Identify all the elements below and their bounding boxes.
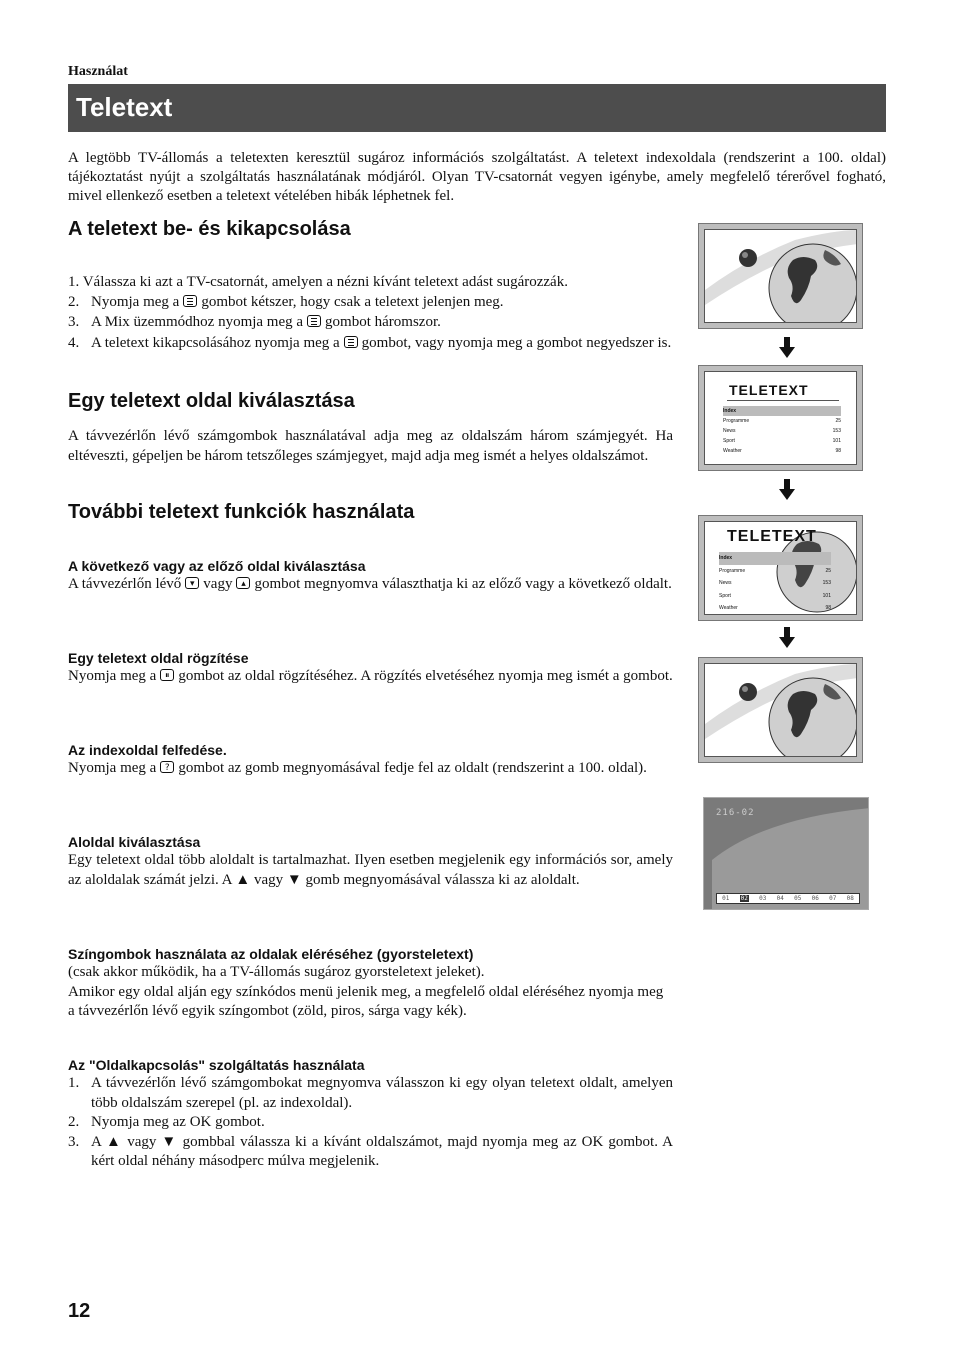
row-name: Weather — [723, 448, 742, 454]
step-number: 3. — [68, 1133, 80, 1150]
index-row — [719, 565, 831, 578]
pagecatch-step-2 — [68, 1113, 673, 1133]
arrow-down-icon — [779, 337, 795, 359]
teletext-index-list — [719, 552, 831, 615]
subpage-tab: 04 — [776, 895, 784, 902]
tv-screen-teletext — [698, 365, 863, 471]
step-text: A ▲ vagy ▼ gombbal válassza ki a kívánt oldalszámot, majd nyomja meg az OK gombot. A kért oldal néhány másodperc múlva megjelenik. — [91, 1133, 673, 1169]
page-up-icon: ▴ — [236, 577, 250, 589]
row-name: News — [723, 428, 736, 434]
row-name: News — [719, 580, 732, 586]
title-bar — [68, 84, 886, 132]
pagecatch-title: Az "Oldalkapcsolás" szolgáltatás használata — [68, 1057, 365, 1073]
subpage-tab: 03 — [759, 895, 767, 902]
index-label: Index — [719, 552, 831, 565]
text-part: Nyomja meg a — [68, 760, 157, 776]
index-row — [719, 602, 831, 615]
step-text: A Mix üzemmódhoz nyomja meg a — [91, 314, 304, 330]
teletext-index-list — [723, 406, 841, 456]
subpage-page-number: 216-02 — [716, 808, 755, 818]
row-name: Sport — [719, 592, 731, 599]
subpage-tab: 01 — [722, 895, 730, 902]
heading-teletext-on-off: A teletext be- és kikapcsolása — [68, 218, 351, 240]
fastext-title: Színgombok használata az oldalak eléréséhez (gyorsteletext) — [68, 946, 474, 962]
step-text: A teletext kikapcsolásához nyomja meg a — [91, 334, 340, 351]
page-down-icon: ▾ — [185, 577, 199, 589]
screen — [704, 521, 857, 615]
subpage-title: Aloldal kiválasztása — [68, 834, 201, 850]
step-number: 2. — [68, 1114, 80, 1130]
index-label: Index — [723, 406, 841, 416]
heading-more-functions: További teletext funkciók használata — [68, 501, 415, 523]
heading-select-page: Egy teletext oldal kiválasztása — [68, 390, 355, 412]
subpage-text: Egy teletext oldal több aloldalt is tartalmazhat. Ilyen esetben megjelenik egy információs sor, amely az aloldalak számát jelzi. A ▲ vagy ▼ gomb megnyomásával válassza ki az aloldalt. — [68, 852, 673, 888]
pagecatch-step-1 — [68, 1074, 673, 1113]
fastext-line2: Amikor egy oldal alján egy színkódos menü jelenik meg, a megfelelő oldal eléréséhez nyomja meg a távvezérlőn lévő egyik színgombot (zöld, piros, sárga vagy kék). — [68, 983, 664, 1019]
teletext-button-icon — [307, 315, 321, 327]
pagecatch-steps — [68, 1074, 673, 1172]
row-page: 25 — [835, 418, 841, 424]
text-part: gombot az gomb megnyomásával fedje fel az oldalt (rendszerint a 100. oldal). — [178, 760, 647, 776]
teletext-logo: TELETEXT — [727, 528, 817, 545]
step-text: A távvezérlőn lévő számgombokat megnyomva válasszon ki egy olyan teletext oldalt, amelyen több oldalszám szerepel (pl. az indexoldal). — [91, 1075, 673, 1111]
subpage-screen — [703, 797, 869, 910]
arrow-down-icon — [779, 627, 795, 649]
step-3 — [68, 313, 673, 333]
select-page-text: A távvezérlőn lévő számgombok használatával adja meg az oldalszám három számjegyét. Ha eltéveszti, gépeljen be három tetszőleges számjegyet, majd adja meg ismét a helyes oldalszámot. — [68, 428, 673, 464]
screen — [704, 663, 857, 757]
row-name: Programme — [723, 418, 750, 424]
row-name: Programme — [719, 567, 746, 574]
hold-block — [68, 649, 673, 687]
divider — [727, 400, 839, 401]
globe-illustration — [705, 664, 857, 757]
hold-title: Egy teletext oldal rögzítése — [68, 650, 249, 666]
step-number: 1. — [68, 1075, 80, 1091]
step-number: 4. — [68, 334, 80, 351]
subpage-bar — [716, 893, 860, 904]
row-name: Weather — [719, 605, 738, 611]
step-4 — [68, 334, 673, 354]
row-page: 101 — [822, 592, 831, 599]
tv-screen-globe — [698, 223, 863, 329]
text-part: gombot az oldal rögzítéséhez. A rögzítés elvetéséhez nyomja meg ismét a gombot. — [178, 668, 673, 684]
text-part: A távvezérlőn lévő — [68, 576, 182, 592]
teletext-logo: TELETEXT — [729, 382, 809, 398]
fastext-block — [68, 945, 673, 1022]
step-text: Nyomja meg az OK gombot. — [91, 1114, 265, 1130]
reveal-title: Az indexoldal felfedése. — [68, 742, 227, 758]
step-number: 3. — [68, 314, 80, 330]
step-text: Nyomja meg a — [91, 293, 180, 310]
text-part: gombot megnyomva választhatja ki az előző vagy a következő oldalt. — [254, 576, 672, 592]
index-row — [723, 446, 841, 456]
row-page: 153 — [822, 580, 831, 586]
globe-illustration — [705, 230, 857, 323]
page-number: 12 — [68, 1300, 91, 1322]
index-row — [719, 577, 831, 590]
tv-screen-mix — [698, 515, 863, 621]
subpage-tab: 08 — [846, 895, 854, 902]
prev-next-block — [68, 557, 673, 595]
subpage-tab: 06 — [811, 895, 819, 902]
step-1: 1. Válassza ki azt a TV-csatornát, amelyen a nézni kívánt teletext adást sugározzák. — [68, 274, 568, 290]
screen — [704, 229, 857, 323]
subpage-tab: 05 — [794, 895, 802, 902]
subpage-tab: 02 — [740, 895, 748, 902]
row-page: 98 — [835, 448, 841, 454]
hold-icon: ⏸ — [160, 669, 174, 681]
index-row — [723, 436, 841, 446]
step-text: gombot háromszor. — [325, 314, 441, 330]
page-title: Teletext — [76, 92, 173, 122]
reveal-block — [68, 741, 673, 779]
teletext-button-icon — [183, 295, 197, 307]
subpage-tab: 07 — [829, 895, 837, 902]
text-part: vagy — [203, 576, 233, 592]
section-label: Használat — [68, 64, 128, 79]
step-text: gombot kétszer, hogy csak a teletext jelenjen meg. — [201, 293, 504, 310]
reveal-icon: ? — [160, 761, 174, 773]
index-row — [719, 590, 831, 603]
prev-next-title: A következő vagy az előző oldal kiválasztása — [68, 558, 366, 574]
arrow-down-icon — [779, 479, 795, 501]
subpage-block — [68, 833, 673, 890]
row-page: 153 — [832, 428, 841, 434]
screen — [704, 371, 857, 465]
step-text: gombot, vagy nyomja meg a gombot negyedszer is. — [361, 334, 672, 351]
intro-paragraph: A legtöbb TV-állomás a teletexten keresztül sugároz információs szolgáltatást. A teletext indexoldala (rendszerint a 100. oldal) tájékoztatást nyújt a szolgáltatás használatának módjáról. Olyan TV-csatornát vegyen igénybe, amely megfelelő térerővel fogható, mivel ellenkező esetben a teletext vételében hibák léphetnek fel. — [68, 150, 886, 204]
steps-list — [68, 293, 673, 354]
pagecatch-step-3 — [68, 1133, 673, 1172]
pagecatch-block — [68, 1056, 673, 1172]
hold-text — [68, 667, 673, 687]
index-row — [723, 426, 841, 436]
teletext-button-icon — [344, 336, 358, 348]
row-page: 25 — [825, 567, 831, 574]
fastext-line1: (csak akkor működik, ha a TV-állomás sugároz gyorsteletext jeleket). — [68, 964, 485, 980]
row-name: Sport — [723, 438, 735, 444]
index-row — [723, 416, 841, 426]
step-number: 2. — [68, 293, 80, 310]
prev-next-text — [68, 575, 673, 595]
step-2 — [68, 293, 673, 313]
reveal-text — [68, 759, 673, 779]
text-part: Nyomja meg a — [68, 668, 157, 684]
section-on-off-body — [68, 273, 673, 353]
row-page: 101 — [832, 438, 841, 444]
tv-screen-globe-off — [698, 657, 863, 763]
row-page: 98 — [825, 605, 831, 611]
